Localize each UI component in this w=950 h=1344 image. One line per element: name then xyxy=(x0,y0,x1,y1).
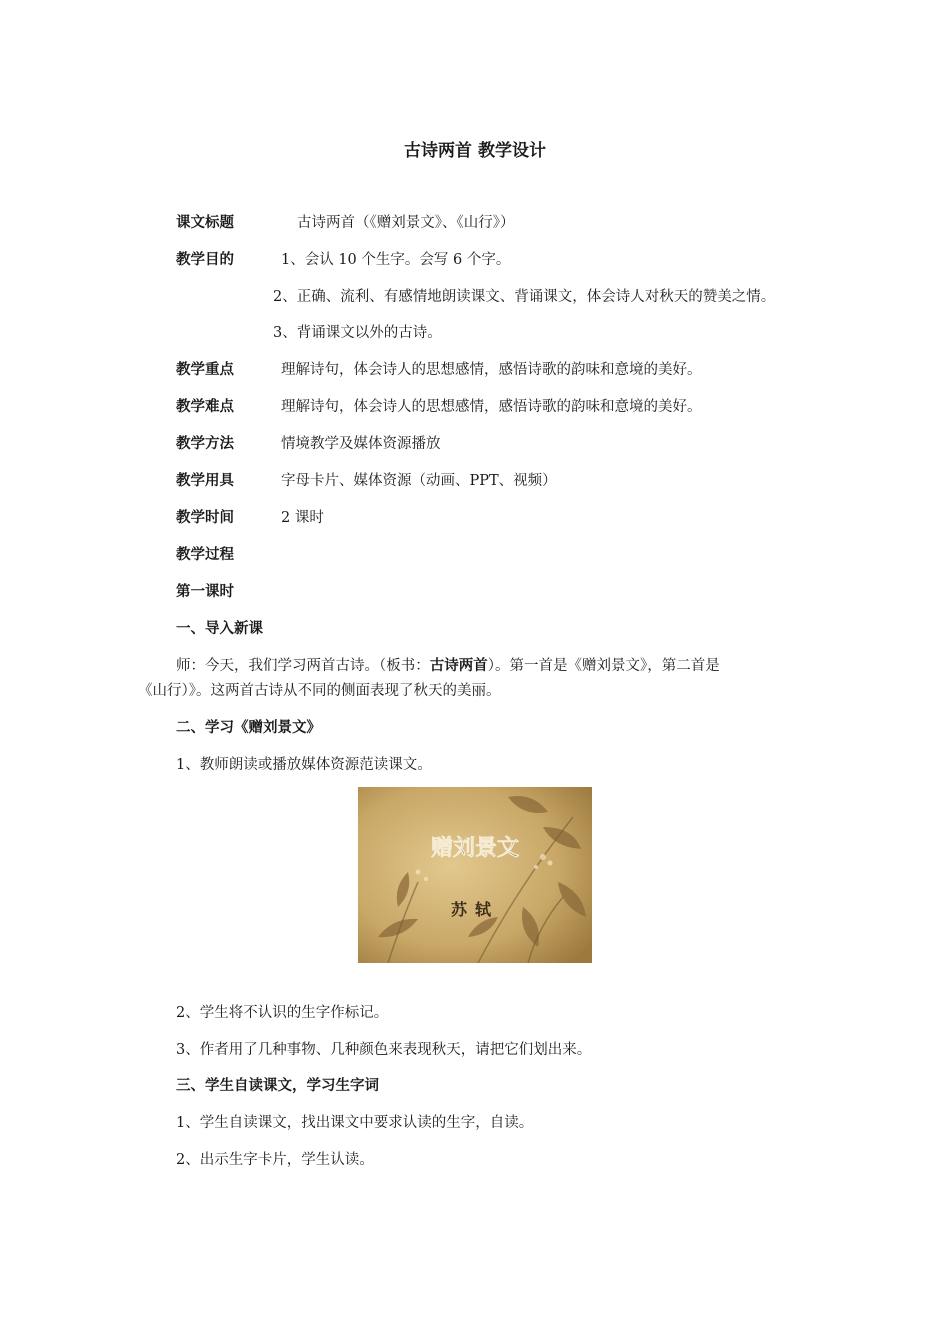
value-kewen: 古诗两首（《赠刘景文》、《山行》） xyxy=(297,215,515,231)
value-yongju: 字母卡片、媒体资源（动画、PPT、视频） xyxy=(281,473,557,489)
label-nandian: 教学难点 xyxy=(176,399,234,415)
value-shijian: 2 课时 xyxy=(281,510,324,526)
section3-item-1: 1、学生自读课文，找出课文中要求认读的生字，自读。 xyxy=(176,1115,534,1131)
image-poem-author: 苏轼 xyxy=(450,900,500,919)
section1-paragraph-line1 xyxy=(176,656,720,676)
section2-item-1: 1、教师朗读或播放媒体资源范读课文。 xyxy=(176,757,432,773)
mudi-item-2: 2、正确、流利、有感情地朗读课文、背诵课文，体会诗人对秋天的赞美之情。 xyxy=(273,289,776,305)
section3-heading: 三、学生自读课文，学习生字词 xyxy=(176,1078,379,1094)
label-fangfa: 教学方法 xyxy=(176,436,234,452)
value-zhongdian: 理解诗句，体会诗人的思想感情，感悟诗歌的韵味和意境的美好。 xyxy=(281,362,702,378)
section1-paragraph-line2: 《山行）》。这两首古诗从不同的侧面表现了秋天的美丽。 xyxy=(138,683,501,699)
label-shijian: 教学时间 xyxy=(176,510,234,526)
value-fangfa: 情境教学及媒体资源播放 xyxy=(281,436,441,452)
section1-heading: 一、导入新课 xyxy=(176,621,263,637)
label-mudi: 教学目的 xyxy=(176,252,234,268)
board-text: 古诗两首 xyxy=(429,658,488,674)
section3-item-2: 2、出示生字卡片，学生认读。 xyxy=(176,1152,374,1168)
section2-item-2: 2、学生将不认识的生字作标记。 xyxy=(176,1005,389,1021)
label-guocheng: 教学过程 xyxy=(176,547,234,563)
section2-heading: 二、学习《赠刘景文》 xyxy=(176,720,321,736)
poem-image-art xyxy=(358,787,592,963)
document-title: 古诗两首 教学设计 xyxy=(404,141,546,161)
paragraph-text-a: 师：今天，我们学习两首古诗。（板书： xyxy=(176,658,430,674)
label-zhongdian: 教学重点 xyxy=(176,362,234,378)
mudi-item-3: 3、背诵课文以外的古诗。 xyxy=(273,325,442,341)
section2-item-3: 3、作者用了几种事物、几种颜色来表现秋天，请把它们划出来。 xyxy=(176,1042,592,1058)
label-yongju: 教学用具 xyxy=(176,473,234,489)
paragraph-text-b: ）。第一首是《赠刘景文》，第二首是 xyxy=(487,658,720,674)
label-kewen: 课文标题 xyxy=(176,215,234,231)
mudi-item-1: 1、会认 10 个生字。会写 6 个字。 xyxy=(281,252,511,268)
poem-title-image xyxy=(358,787,592,963)
image-poem-title: 赠刘景文 xyxy=(430,836,520,861)
lesson1-heading: 第一课时 xyxy=(176,584,234,600)
value-nandian: 理解诗句，体会诗人的思想感情，感悟诗歌的韵味和意境的美好。 xyxy=(281,399,702,415)
